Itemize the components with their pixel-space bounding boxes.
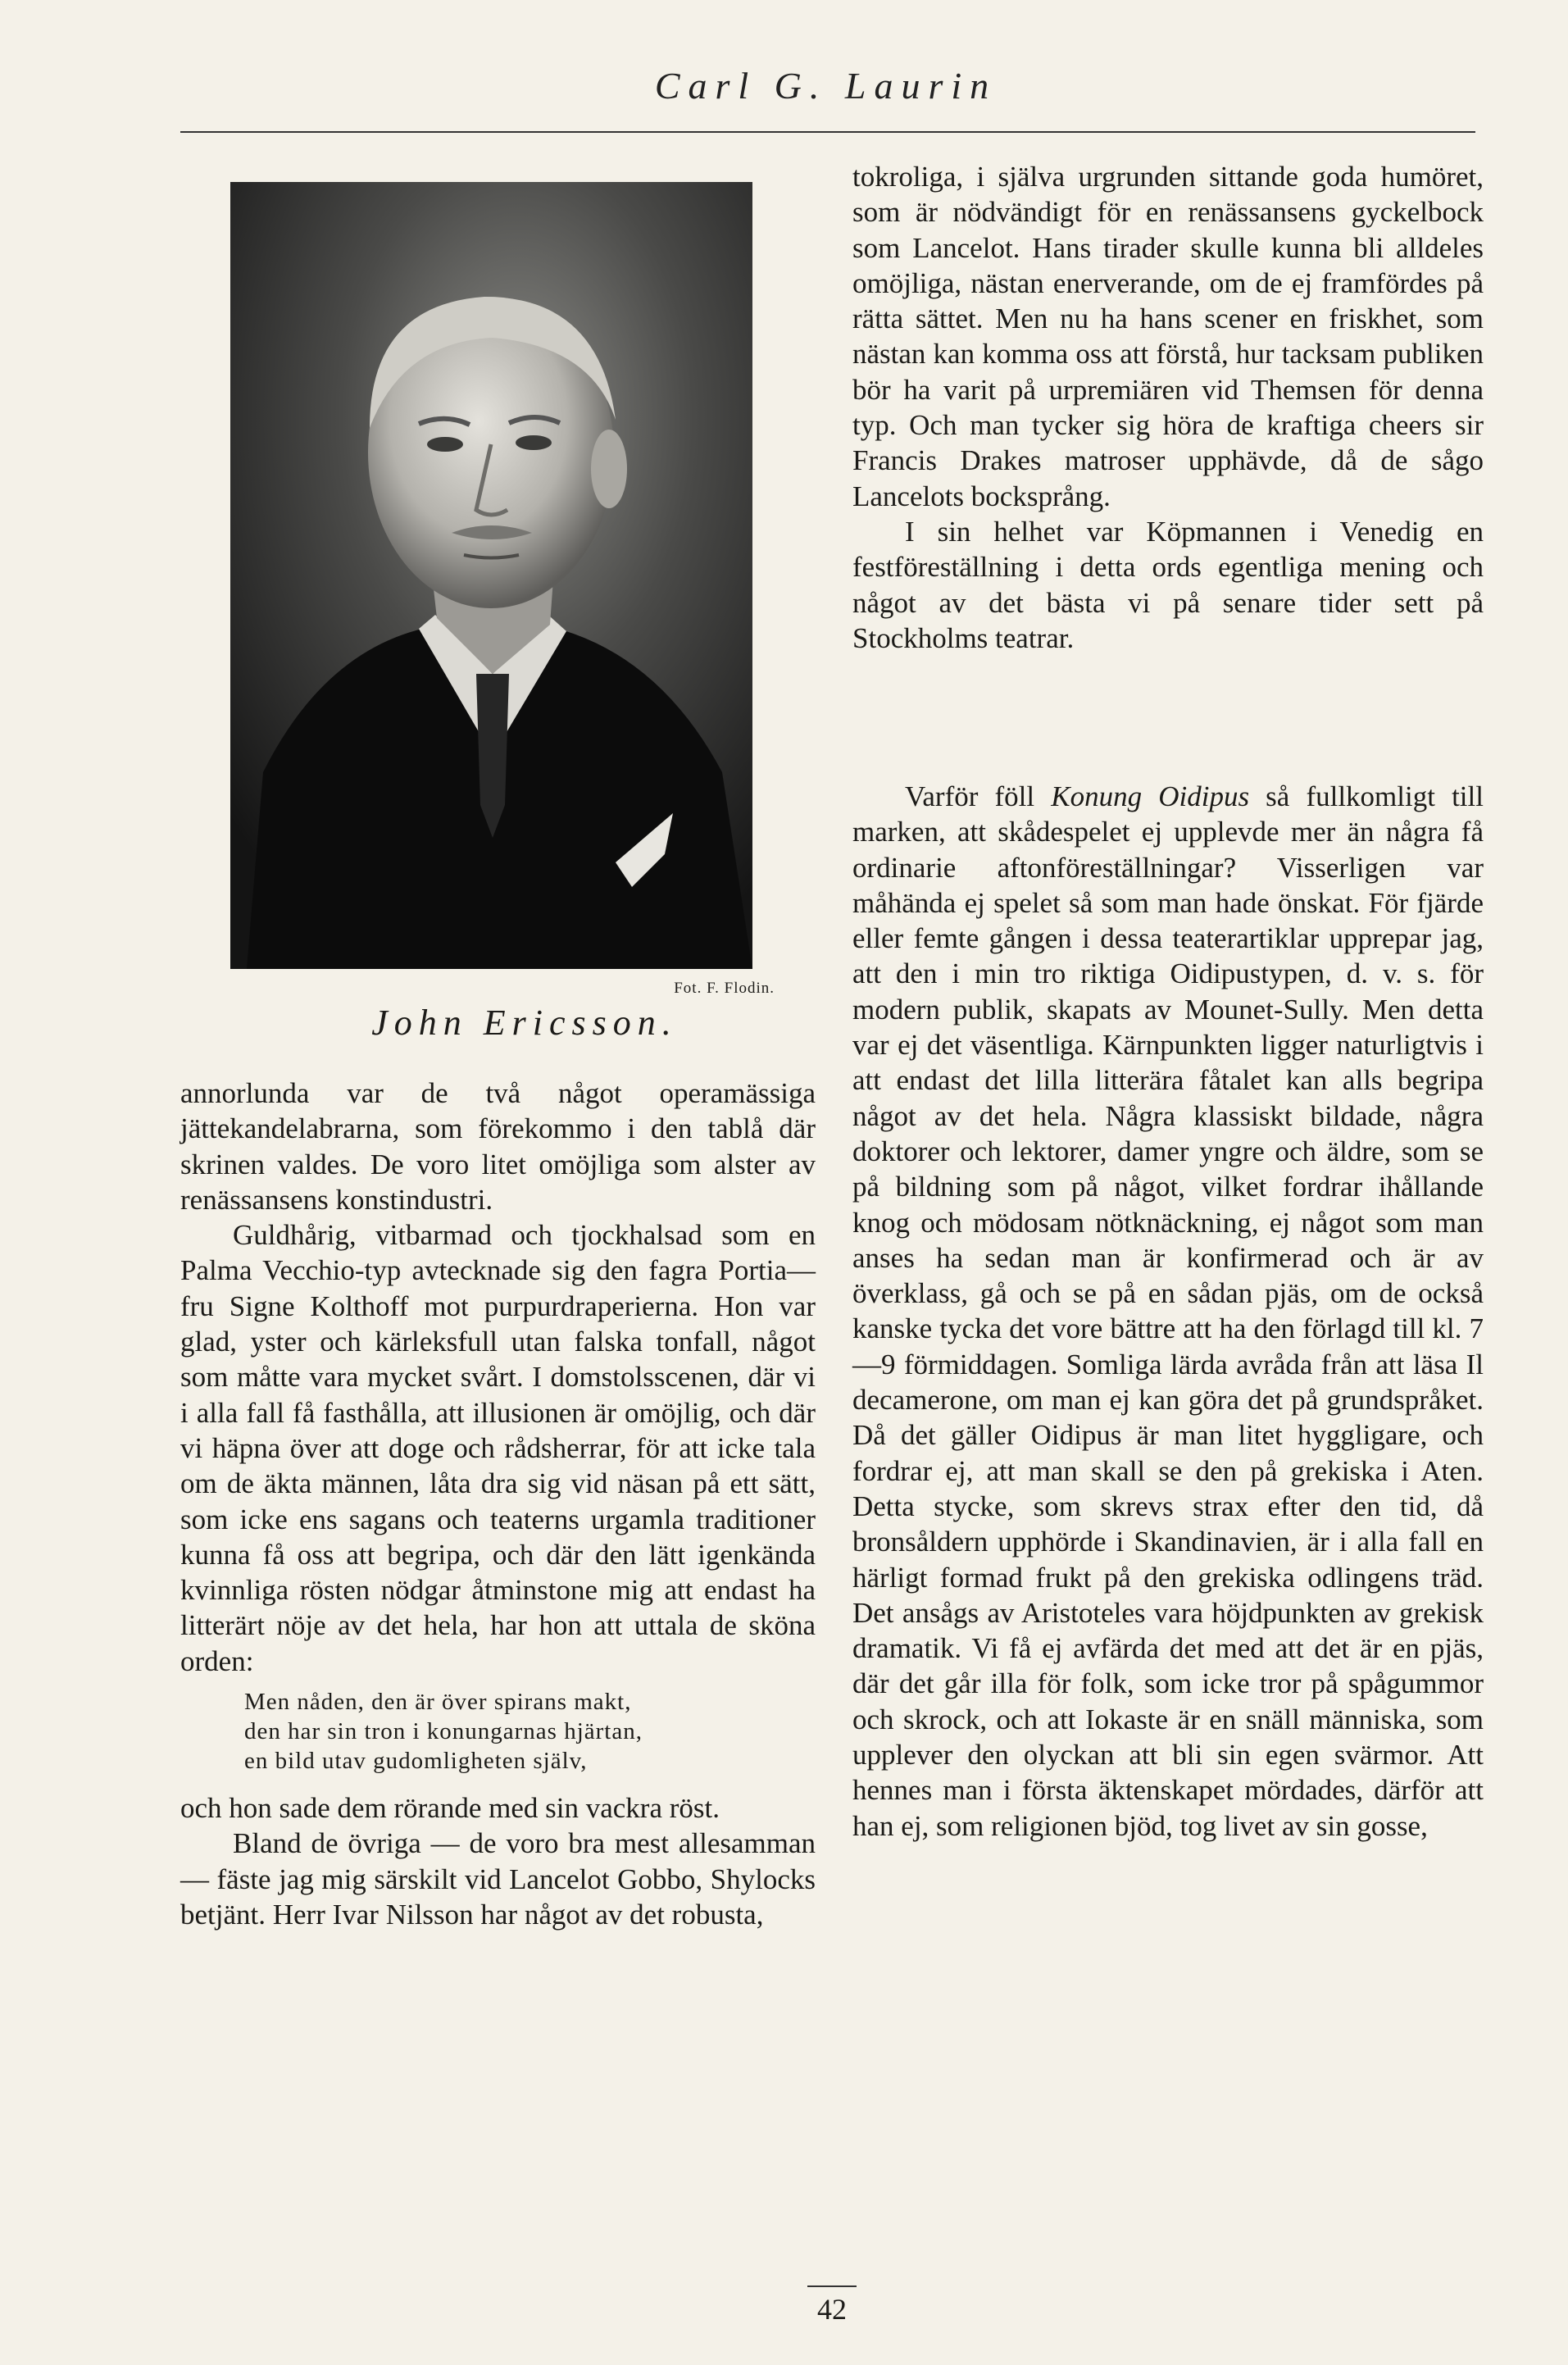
paragraph: Guldhårig, vitbarmad och tjockhalsad som en Palma Vecchio-typ avtecknade sig den fagra Portia—fru Signe Kolthoff mot purpurdraperierna. Hon var glad, yster och kärleksfull utan falska tonfall, något som måtte vara mycket svårt. I domstolsscenen, där vi i alla fall få fasthålla, att illusionen är omöjlig, och där vi häpna över att doge och rådsherrar, för att icke tala om de äkta männen, låta dra sig vid näsan på ett sätt, som icke ens sagans och teaterns urgamla traditioner kunna få oss att begripa, och där den lätt igenkända kvinnliga rösten nödgar åtminstone mig att endast ha litterärt nöje av det hela, har hon att uttala de sköna orden: xyxy=(180,1219,816,1677)
photo-caption: John Ericsson. xyxy=(371,1003,678,1043)
header-rule xyxy=(180,131,1475,133)
verse-line: den har sin tron i konungarnas hjärtan, xyxy=(244,1718,643,1745)
paragraph: och hon sade dem rörande med sin vackra röst. xyxy=(180,1792,720,1825)
right-column-bottom xyxy=(852,779,1484,1844)
right-column-top xyxy=(852,159,1484,656)
play-title: Konung Oidipus xyxy=(1051,780,1250,812)
paragraph-text: Varför föll xyxy=(905,780,1052,812)
verse-quote xyxy=(244,1687,816,1776)
paragraph: annorlunda var de två något operamässiga jättekandelabrarna, som förekommo i den tablå där skrinen valdes. De voro litet omöjliga som alster av renässansens konstindustri. xyxy=(180,1077,816,1216)
portrait-photo xyxy=(230,182,752,969)
paragraph-text: så fullkomligt till marken, att skådespelet ej upplevde mer än några få ordinarie aftonföreställningar? Visserligen var måhända ej spelet så som man hade önskat. För fjärde eller femte gången i dessa teaterartiklar upprepar jag, att den i min tro riktiga Oidipustypen, d. v. s. för modern publik, skapats av Mounet-Sully. Men detta var ej det väsentliga. Kärnpunkten ligger naturligtvis i att endast det lilla litterära fåtalet kan alls begripa något av det hela. Några klassiskt bildade, några doktorer och lektorer, damer yngre och äldre, som se på bildning som på något, vilket fordrar ihållande knog och mödosam nötknäckning, ej något som man anses ha sedan man är konfirmerad och är av överklass, gå och se på en sådan pjäs, om de också kanske tycka det vore bättre att ha den förlagd till kl. 7—9 förmiddagen. Somliga lärda avråda från att läsa Il decamerone, om man ej kan göra det på grundspråket. Då det gäller Oidipus är man litet hyggligare, och fordrar ej, att man skall se den på grekiska i Aten. Detta stycke, som skrevs strax efter den tid, då bronsåldern upphörde i Skandinavien, är i alla fall en härligt formad frukt på den grekiska odlingens träd. Det ansågs av Aristoteles vara höjdpunkten av grekisk dramatik. Vi få ej avfärda det med att det är en pjäs, där det går illa för folk, som icke tror på spågummor och skrock, och att Iokaste är en snäll människa, som upplever den olyckan att bli sin egen svärmor. Att hennes man i första äktenskapet mördades, därför att han ej, som religionen bjöd, tog livet av sin gosse, xyxy=(852,780,1484,1842)
portrait-image xyxy=(230,182,752,969)
page-number: 42 xyxy=(807,2285,857,2326)
paragraph: I sin helhet var Köpmannen i Venedig en festföreställning i detta ords egentliga mening och något av det bästa vi på senare tider sett på Stockholms teatrar. xyxy=(852,515,1484,654)
left-column xyxy=(180,1076,816,1932)
verse-line: Men nåden, den är över spirans makt, xyxy=(244,1689,632,1716)
photo-credit: Fot. F. Flodin. xyxy=(674,980,775,997)
paragraph: tokroliga, i själva urgrunden sittande goda humöret, som är nödvändigt för en renässansens gyckelbock som Lancelot. Hans tirader skulle kunna bli alldeles omöjliga, nästan enerverande, om de ej framfördes på rätta sättet. Men nu ha hans scener en friskhet, som nästan kan komma oss att förstå, hur tacksam publiken bör ha varit på urpremiären vid Themsen för denna typ. Och man tycker sig höra de kraftiga cheers sir Francis Drakes matroser upphävde, då de sågo Lancelots bocksprång. xyxy=(852,161,1484,512)
verse-line: en bild utav gudomligheten själv, xyxy=(244,1748,588,1775)
running-header: Carl G. Laurin xyxy=(654,65,998,107)
paragraph: Bland de övriga — de voro bra mest allesamman — fäste jag mig särskilt vid Lancelot Gobbo, Shylocks betjänt. Herr Ivar Nilsson har något av det robusta, xyxy=(180,1827,816,1931)
paragraph xyxy=(852,779,1484,1844)
